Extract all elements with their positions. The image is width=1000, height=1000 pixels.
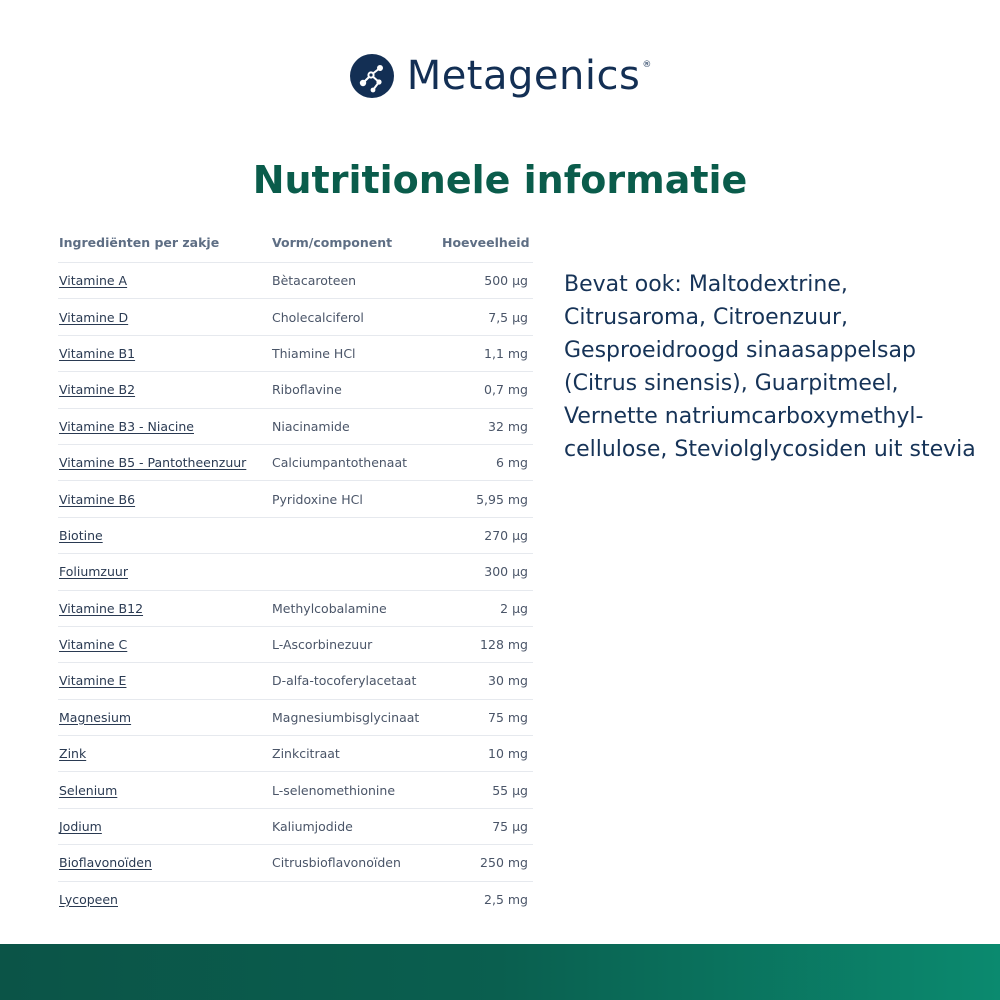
- ingredient-form: Calciumpantothenaat: [272, 455, 408, 471]
- ingredient-link[interactable]: Vitamine B12: [59, 600, 144, 616]
- molecule-globe-icon: [349, 53, 395, 99]
- ingredient-form: L-Ascorbinezuur: [272, 637, 373, 653]
- ingredient-amount: 250 mg: [480, 855, 528, 871]
- ingredient-link[interactable]: Vitamine B6: [59, 491, 136, 507]
- header-form: Vorm/component: [272, 234, 393, 250]
- ingredient-amount: 55 µg: [492, 782, 528, 798]
- ingredient-amount: 7,5 µg: [488, 309, 528, 325]
- ingredient-link[interactable]: Lycopeen: [59, 891, 118, 907]
- ingredient-form: Zinkcitraat: [272, 746, 340, 762]
- ingredient-amount: 2 µg: [500, 600, 528, 616]
- ingredient-link[interactable]: Biotine: [59, 527, 103, 543]
- ingredient-amount: 32 mg: [488, 418, 528, 434]
- table-body: [58, 263, 533, 917]
- header-amount: Hoeveelheid: [442, 234, 530, 250]
- ingredient-amount: 6 mg: [495, 455, 528, 471]
- ingredient-amount: 270 µg: [484, 527, 528, 543]
- ingredient-link[interactable]: Vitamine B2: [59, 382, 136, 398]
- ingredient-form: D-alfa-tocoferylacetaat: [272, 673, 417, 689]
- ingredient-link[interactable]: Vitamine B1: [59, 345, 136, 361]
- ingredient-link[interactable]: Vitamine B3 - Niacine: [59, 418, 194, 434]
- table-header: [58, 222, 533, 263]
- ingredient-amount: 5,95 mg: [476, 491, 528, 507]
- footer-band: [0, 944, 1000, 1000]
- ingredient-form: Cholecalciferol: [272, 309, 364, 325]
- registered-mark: ®: [642, 60, 652, 70]
- ingredient-amount: 2,5 mg: [484, 891, 528, 907]
- ingredient-amount: 10 mg: [488, 746, 528, 762]
- ingredient-form: Niacinamide: [272, 418, 350, 434]
- table-row: [58, 882, 533, 917]
- nutrition-table: [58, 222, 533, 917]
- ingredient-link[interactable]: Vitamine C: [59, 637, 128, 653]
- ingredient-amount: 128 mg: [480, 637, 528, 653]
- ingredient-form: Bètacaroteen: [272, 273, 357, 289]
- page-title: Nutritionele informatie: [252, 158, 748, 202]
- ingredient-amount: 75 mg: [488, 709, 528, 725]
- table-row: [58, 481, 533, 517]
- ingredient-form: Thiamine HCl: [272, 345, 356, 361]
- ingredient-form: Methylcobalamine: [272, 600, 387, 616]
- brand-name: Metagenics: [406, 53, 641, 99]
- table-row: [58, 409, 533, 445]
- table-row: [58, 845, 533, 881]
- ingredient-amount: 0,7 mg: [484, 382, 528, 398]
- ingredient-link[interactable]: Vitamine E: [59, 673, 127, 689]
- ingredient-amount: 1,1 mg: [484, 345, 528, 361]
- ingredient-link[interactable]: Vitamine A: [59, 273, 128, 289]
- ingredient-link[interactable]: Vitamine D: [59, 309, 129, 325]
- table-row: [58, 554, 533, 590]
- table-row: [58, 372, 533, 408]
- ingredient-link[interactable]: Zink: [59, 746, 87, 762]
- ingredient-form: Citrusbioflavonoïden: [272, 855, 401, 871]
- ingredient-link[interactable]: Bioflavonoïden: [59, 855, 152, 871]
- table-row: [58, 627, 533, 663]
- also-contains-text: Bevat ook: Maltodextrine, Citrusaroma, Citroenzuur, Gesproeidroogd sinaasappelsap (Citrus sinensis), Guarpitmeel, Vernette natriumcarboxymethyl-cellulose, Steviolglycosiden uit stevia: [564, 272, 976, 462]
- ingredient-form: Magnesiumbisglycinaat: [272, 709, 420, 725]
- brand-logo[interactable]: [0, 48, 1000, 104]
- table-row: [58, 663, 533, 699]
- table-row: [58, 772, 533, 808]
- ingredient-form: Kaliumjodide: [272, 819, 353, 835]
- ingredient-link[interactable]: Foliumzuur: [59, 564, 128, 580]
- ingredient-link[interactable]: Vitamine B5 - Pantotheenzuur: [59, 455, 247, 471]
- ingredient-form: Pyridoxine HCl: [272, 491, 363, 507]
- table-row: [58, 299, 533, 335]
- ingredient-form: L-selenomethionine: [272, 782, 396, 798]
- table-row: [58, 809, 533, 845]
- ingredient-form: Riboflavine: [272, 382, 342, 398]
- table-row: [58, 518, 533, 554]
- ingredient-link[interactable]: Jodium: [59, 819, 102, 835]
- ingredient-amount: 75 µg: [492, 819, 528, 835]
- ingredient-amount: 300 µg: [484, 564, 528, 580]
- table-row: [58, 445, 533, 481]
- table-row: [58, 591, 533, 627]
- table-row: [58, 700, 533, 736]
- table-row: [58, 263, 533, 299]
- table-row: [58, 336, 533, 372]
- ingredient-link[interactable]: Magnesium: [59, 709, 132, 725]
- header-ingredient: Ingrediënten per zakje: [59, 234, 220, 250]
- ingredient-amount: 30 mg: [488, 673, 528, 689]
- ingredient-amount: 500 µg: [484, 273, 528, 289]
- ingredient-link[interactable]: Selenium: [59, 782, 118, 798]
- table-row: [58, 736, 533, 772]
